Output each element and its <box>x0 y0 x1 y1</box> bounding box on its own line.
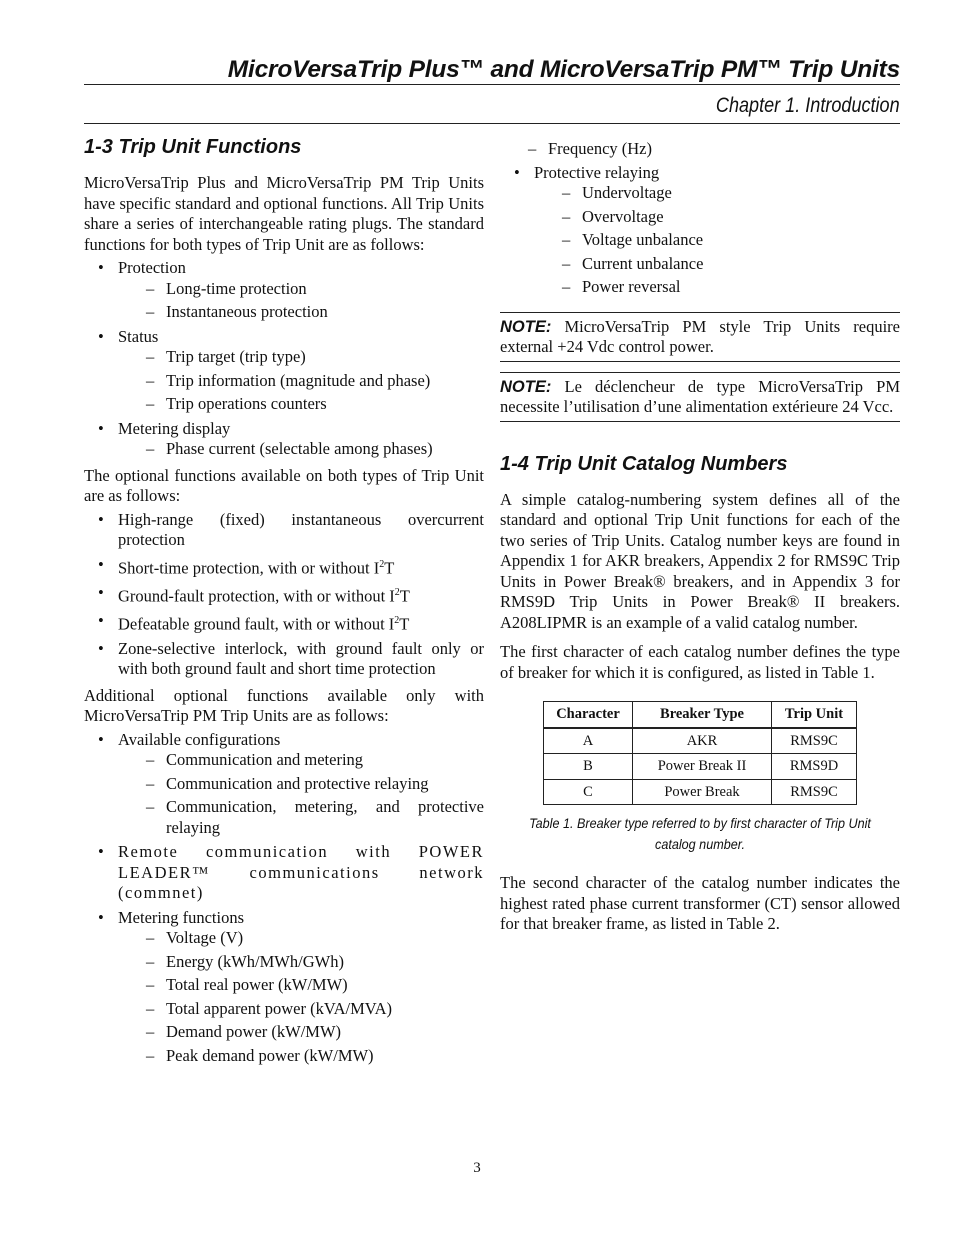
optional-intro-paragraph: The optional functions available on both types of Trip Unit are as follows: <box>84 465 484 505</box>
sub-list-item: – Peak demand power (kW/MW) <box>118 1046 484 1067</box>
metering-continued-list <box>500 139 900 160</box>
relaying-list <box>500 163 900 298</box>
list-item: • Status – Trip target (trip type) – Trip information (magnitude and phase) – Trip operations counters <box>84 327 484 415</box>
sub-list-item: – Trip operations counters <box>118 394 484 415</box>
column-header: Character <box>544 702 633 728</box>
list-item: • Protective relaying – Undervoltage – Overvoltage – Voltage unbalance – Current unbalance – Power reversal <box>500 163 900 298</box>
sub-list-item: – Power reversal <box>534 277 900 298</box>
table-cell: RMS9C <box>772 728 857 754</box>
list-item: • Metering functions – Voltage (V) – Energy (kWh/MWh/GWh) – Total real power (kW/MW) – Total apparent power (kVA/MVA) – Demand power (kW/MW) – Peak demand power (kW/MW) <box>84 908 484 1067</box>
sub-list-item: – Total real power (kW/MW) <box>118 975 484 996</box>
column-header: Breaker Type <box>633 702 772 728</box>
table-cell: Power Break <box>633 779 772 805</box>
catalog-paragraph-2: The first character of each catalog number defines the type of breaker for which it is configured, as listed in Table 1. <box>500 642 900 682</box>
sub-list-item: – Current unbalance <box>534 254 900 275</box>
sub-list-item: – Instantaneous protection <box>118 302 484 323</box>
header-rule <box>84 84 900 85</box>
pm-functions-list <box>84 730 484 1067</box>
catalog-paragraph-1: A simple catalog-numbering system defines all of the standard and optional Trip Unit functions for each of the two series of Trip Units. Catalog number keys are found in Appendix 1 for AKR breakers, Appendix 2 for RMS9C Trip Units in Power Break® breakers, and in Appendix 3 for RMS9D Trip Units in Power Break® II breakers. A208LIPMR is an example of a valid catalog number. <box>500 489 900 632</box>
table-cell: C <box>544 779 633 805</box>
list-item: • Short-time protection, with or without $I^2T$ <box>84 555 484 579</box>
catalog-paragraph-3: The second character of the catalog number indicates the highest rated phase current transformer (CT) sensor allowed for that breaker frame, as listed in Table 2. <box>500 873 900 933</box>
sub-list-item: – Energy (kWh/MWh/GWh) <box>118 952 484 973</box>
document-title: MicroVersaTrip Plus™ and MicroVersaTrip PM™ Trip Units <box>227 56 900 83</box>
breaker-type-table <box>543 701 857 805</box>
list-item: • High-range (fixed) instantaneous overcurrent protection <box>84 510 484 551</box>
sub-list-item: – Communication and protective relaying <box>118 774 484 795</box>
table-cell: RMS9C <box>772 779 857 805</box>
table-cell: B <box>544 754 633 780</box>
pm-intro-paragraph: Additional optional functions available only with MicroVersaTrip PM Trip Units are as follows: <box>84 685 484 725</box>
list-item: • Zone-selective interlock, with ground fault only or with both ground fault and short time protection <box>84 639 484 680</box>
sub-list-item: – Total apparent power (kVA/MVA) <box>118 999 484 1020</box>
sub-list-item: – Undervoltage <box>534 183 900 204</box>
sub-list-item: – Long-time protection <box>118 279 484 300</box>
column-header: Trip Unit <box>772 702 857 728</box>
page-number: 3 <box>473 1160 481 1176</box>
right-column <box>500 139 900 935</box>
list-item: • Metering display – Phase current (selectable among phases) <box>84 419 484 460</box>
table-row <box>544 728 857 754</box>
chapter-title: Chapter 1. Introduction <box>716 94 900 117</box>
chapter-rule <box>84 123 900 124</box>
list-item: • Remote communication with POWER LEADER™ communications network (commnet) <box>84 842 484 904</box>
section-heading-1-3: 1-3 Trip Unit Functions <box>84 136 302 158</box>
table-cell: Power Break II <box>633 754 772 780</box>
table-cell: RMS9D <box>772 754 857 780</box>
sub-list-item: – Trip target (trip type) <box>118 347 484 368</box>
table-header-row <box>544 702 857 728</box>
list-item: • Available configurations – Communication and metering – Communication and protective relaying – Communication, metering, and protective relaying <box>84 730 484 839</box>
section-heading-1-4: 1-4 Trip Unit Catalog Numbers <box>500 452 788 475</box>
note-french: NOTE: Le déclencheur de type MicroVersaTrip PM necessite l’utilisation d’une alimentation extérieure 24 Vcc. <box>500 372 900 422</box>
sub-list-item: – Communication, metering, and protective relaying <box>118 797 484 838</box>
sub-list-item: – Frequency (Hz) <box>500 139 900 160</box>
list-item: • Protection – Long-time protection – Instantaneous protection <box>84 258 484 323</box>
list-item: • Defeatable ground fault, with or without $I^2T$ <box>84 611 484 635</box>
table-row <box>544 779 857 805</box>
intro-paragraph: MicroVersaTrip Plus and MicroVersaTrip PM Trip Units have specific standard and optional functions. All Trip Units share a series of interchangeable rating plugs. The standard functions for both types of Trip Unit are as follows: <box>84 173 484 254</box>
standard-functions-list <box>84 258 484 460</box>
sub-list-item: – Voltage (V) <box>118 928 484 949</box>
sub-list-item: – Voltage unbalance <box>534 230 900 251</box>
note-english: NOTE: MicroVersaTrip PM style Trip Units require external +24 Vdc control power. <box>500 312 900 362</box>
left-column <box>84 134 484 1072</box>
list-item: • Ground-fault protection, with or without $I^2T$ <box>84 583 484 607</box>
sub-list-item: – Phase current (selectable among phases) <box>118 439 484 460</box>
table-row <box>544 754 857 780</box>
table-caption: Table 1. Breaker type referred to by first character of Trip Unit catalog number. <box>529 815 871 852</box>
sub-list-item: – Overvoltage <box>534 207 900 228</box>
table-cell: A <box>544 728 633 754</box>
table-cell: AKR <box>633 728 772 754</box>
sub-list-item: – Trip information (magnitude and phase) <box>118 371 484 392</box>
sub-list-item: – Demand power (kW/MW) <box>118 1022 484 1043</box>
sub-list-item: – Communication and metering <box>118 750 484 771</box>
optional-functions-list <box>84 510 484 680</box>
